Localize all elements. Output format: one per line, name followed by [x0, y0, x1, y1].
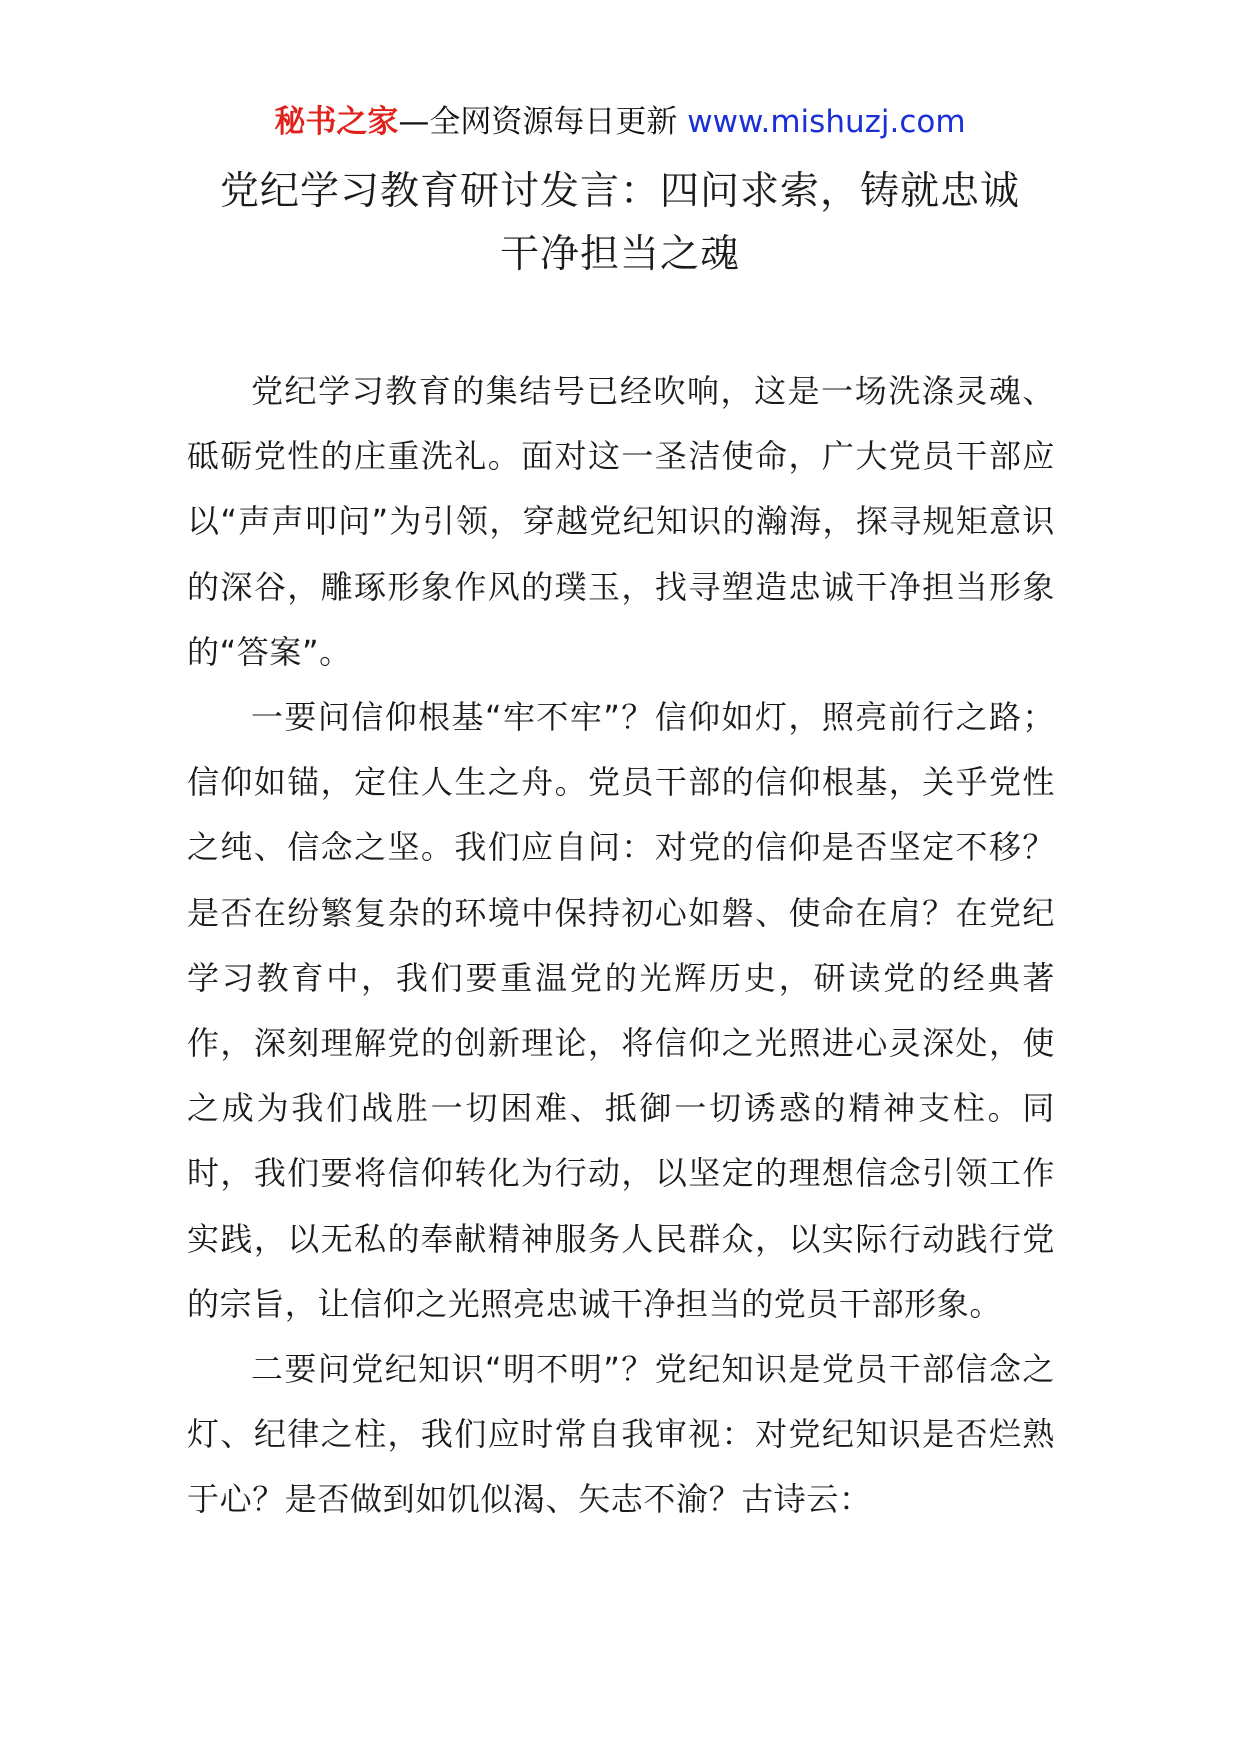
paragraph-faith: 一要问信仰根基“牢不牢”？信仰如灯，照亮前行之路；信仰如锚，定住人生之舟。党员干部的信仰根基，关乎党性之纯、信念之坚。我们应自问：对党的信仰是否坚定不移？是否在纷繁复杂的环境中保持初心如磐、使命在肩？在党纪学习教育中，我们要重温党的光辉历史，研读党的经典著作，深刻理解党的创新理论，将信仰之光照进心灵深处，使之成为我们战胜一切困难、抵御一切诱惑的精神支柱。同时，我们要将信仰转化为行动，以坚定的理想信念引领工作实践，以无私的奉献精神服务人民群众，以实际行动践行党的宗旨，让信仰之光照亮忠诚干净担当的党员干部形象。	[187, 698, 1055, 1323]
site-header	[0, 100, 1240, 144]
document-title	[185, 160, 1055, 286]
site-name: 秘书之家	[274, 104, 399, 140]
title-line-2: 干净担当之魂	[499, 232, 740, 277]
site-slogan: —全网资源每日更新	[398, 104, 678, 140]
paragraph-discipline-knowledge: 二要问党纪知识“明不明”？党纪知识是党员干部信念之灯、纪律之柱，我们应时常自我审视：对党纪知识是否烂熟于心？是否做到如饥似渴、矢志不渝？古诗云：	[187, 1350, 1055, 1519]
title-line-1: 党纪学习教育研讨发言：四问求索，铸就忠诚	[219, 169, 1020, 214]
paragraph-intro: 党纪学习教育的集结号已经吹响，这是一场洗涤灵魂、砥砺党性的庄重洗礼。面对这一圣洁使命，广大党员干部应以“声声叩问”为引领，穿越党纪知识的瀚海，探寻规矩意识的深谷，雕琢形象作风的璞玉，找寻塑造忠诚干净担当形象的“答案”。	[187, 372, 1055, 671]
site-url-link[interactable]: www.mishuzj.com	[687, 104, 966, 140]
document-body	[187, 359, 1055, 1533]
